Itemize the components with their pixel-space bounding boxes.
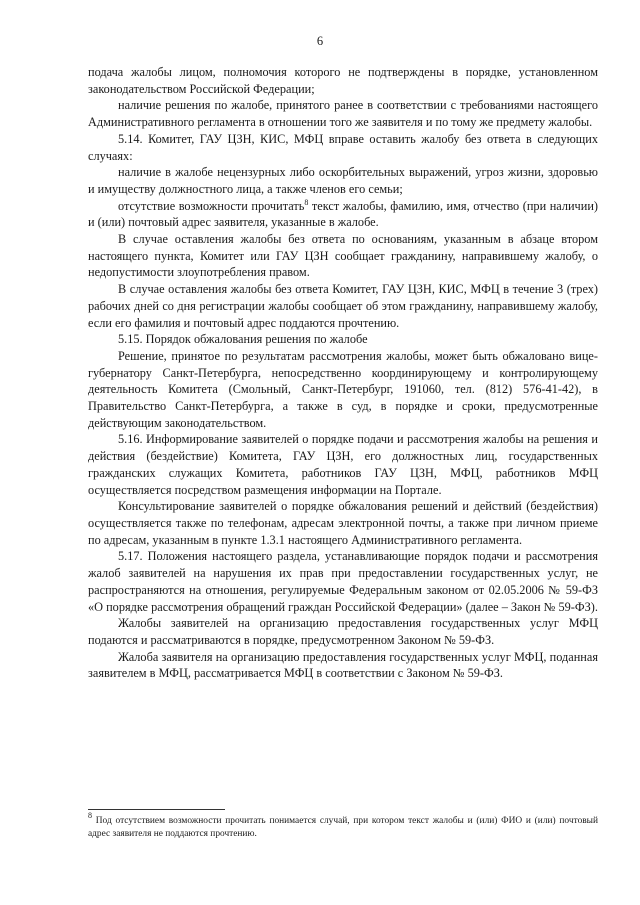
footnote-body: Под отсутствием возможности прочитать понимается случай, при котором текст жалобы и (или) ФИО и (или) почтовый адрес заявителя не поддаются прочтению. [88, 816, 598, 840]
paragraph: В случае оставления жалобы без ответа Комитет, ГАУ ЦЗН, КИС, МФЦ в течение 3 (трех) рабочих дней со дня регистрации жалобы сообщает об этом гражданину, направившему жалобу, если его фамилия и почтовый адрес поддаются прочтению. [88, 282, 598, 330]
paragraph: 5.16. Информирование заявителей о порядке подачи и рассмотрения жалобы на решения и действия (бездействие) Комитета, ГАУ ЦЗН, его должностных лиц, государственных гражданских служащих Комитета, работников ГАУ ЦЗН, МФЦ, работников МФЦ осуществляется посредством размещения информации на Портале. [88, 432, 598, 497]
document-body [88, 64, 598, 682]
footnote-marker: 8 [88, 811, 92, 820]
paragraph-part: текст жалобы, фамилию, имя, отчество (при наличии) и (или) почтовый адрес заявителя, указанные в жалобе. [88, 198, 598, 230]
footnote-divider [88, 809, 225, 810]
paragraph: наличие решения по жалобе, принятого ранее в соответствии с требованиями настоящего Административного регламента в отношении того же заявителя и по тому же предмету жалобы. [88, 98, 598, 130]
section-heading: 5.15. Порядок обжалования решения по жалобе [118, 332, 368, 347]
paragraph: Жалобы заявителей на организацию предоставления государственных услуг МФЦ подаются и рассматриваются в порядке, предусмотренном Законом № 59-ФЗ. [88, 616, 598, 647]
page-number: 6 [316, 34, 324, 48]
footnote-reference: 8 [304, 197, 309, 207]
paragraph-part: отсутствие возможности прочитать [118, 198, 305, 213]
paragraph: Жалоба заявителя на организацию предоставления государственных услуг МФЦ, поданная заявителем в МФЦ, рассматривается МФЦ в соответствии с Законом № 59-ФЗ. [88, 649, 598, 681]
paragraph: Консультирование заявителей о порядке обжалования решений и действий (бездействия) осуществляется также по телефонам, адресам электронной почты, а также при личном приеме по адресам, указанным в пункте 1.3.1 настоящего Административного регламента. [88, 499, 598, 547]
paragraph: Решение, принятое по результатам рассмотрения жалобы, может быть обжаловано вице-губернатору Санкт-Петербурга, непосредственно координирующему и контролирующему деятельность Комитета (Смольный, Санкт-Петербург, 191060, тел. (812) 576-41-42), в Правительство Санкт-Петербурга, а также в суд, в порядке и сроки, предусмотренные действующим законодательством. [88, 348, 598, 430]
paragraph-with-footnote [88, 198, 598, 231]
footnote-text [88, 811, 598, 841]
paragraph: 5.14. Комитет, ГАУ ЦЗН, КИС, МФЦ вправе оставить жалобу без ответа в следующих случаях: [88, 131, 598, 163]
paragraph: 5.17. Положения настоящего раздела, устанавливающие порядок подачи и рассмотрения жалоб заявителей на нарушения их прав при предоставлении государственных услуг, не распространяются на отношения, регулируемые Федеральным законом от 02.05.2006 № 59-ФЗ «О порядке рассмотрения обращений граждан Российской Федерации» (далее – Закон № 59-ФЗ). [88, 549, 598, 614]
paragraph: подача жалобы лицом, полномочия которого не подтверждены в порядке, установленном законодательством Российской Федерации; [88, 65, 598, 96]
paragraph: В случае оставления жалобы без ответа по основаниям, указанным в абзаце втором настоящего пункта, Комитет или ГАУ ЦЗН сообщает гражданину, направившему жалобу, о недопустимости злоупотребления правом. [88, 232, 598, 280]
footnote [88, 811, 598, 841]
paragraph: наличие в жалобе нецензурных либо оскорбительных выражений, угроз жизни, здоровью и имуществу должностного лица, а также членов его семьи; [88, 165, 598, 196]
